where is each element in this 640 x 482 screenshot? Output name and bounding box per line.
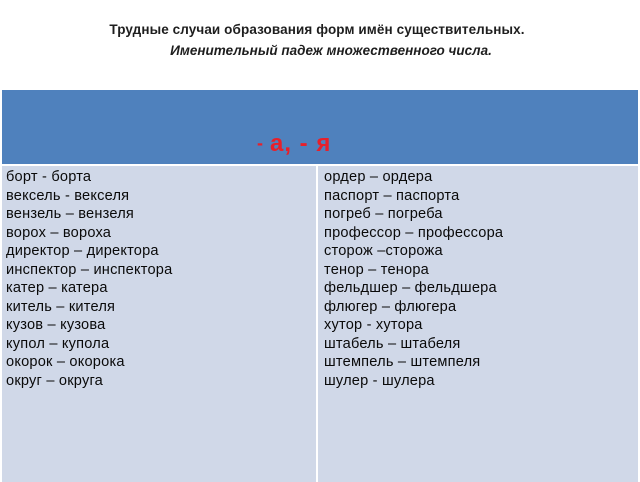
- right-column: [318, 166, 638, 482]
- list-item: катер – катера: [6, 280, 108, 296]
- title-main: Трудные случаи образования форм имён существительных.: [109, 22, 525, 37]
- header-dash: -: [257, 133, 264, 153]
- list-item: инспектор – инспектора: [6, 261, 173, 278]
- list-item: вексель - векселя: [6, 187, 130, 204]
- header-endings: [257, 130, 331, 158]
- list-item: китель – кителя: [6, 298, 116, 315]
- list-item: хутор - хутора: [324, 317, 423, 333]
- list-item: округ – округа: [6, 372, 103, 389]
- table-header: [2, 90, 638, 164]
- list-item: тенор – тенора: [324, 261, 429, 278]
- list-item: ордер – ордера: [324, 169, 433, 185]
- list-item: купол – купола: [6, 335, 110, 352]
- list-item: флюгер – флюгера: [324, 298, 457, 315]
- list-item: борт - борта: [6, 169, 92, 185]
- list-item: вензель – вензеля: [6, 206, 135, 222]
- slide-title: [0, 22, 640, 58]
- list-item: шулер - шулера: [324, 372, 435, 389]
- list-item: штемпель – штемпеля: [324, 354, 481, 370]
- list-item: фельдшер – фельдшера: [324, 280, 497, 296]
- list-item: паспорт – паспорта: [324, 187, 460, 204]
- title-subtitle: Именительный падеж множественного числа.: [170, 43, 492, 58]
- list-item: сторож –сторожа: [324, 243, 443, 259]
- left-word-list: [2, 166, 316, 390]
- list-item: профессор – профессора: [324, 224, 504, 241]
- word-table: [2, 88, 638, 482]
- list-item: кузов – кузова: [6, 317, 106, 333]
- list-item: штабель – штабеля: [324, 335, 461, 352]
- list-item: окорок – окорока: [6, 354, 125, 370]
- left-column: [2, 166, 316, 482]
- list-item: погреб – погреба: [324, 206, 443, 222]
- list-item: ворох – вороха: [6, 224, 112, 241]
- list-item: директор – директора: [6, 243, 159, 259]
- right-word-list: [318, 166, 638, 390]
- header-endings-label: а, - я: [270, 130, 332, 157]
